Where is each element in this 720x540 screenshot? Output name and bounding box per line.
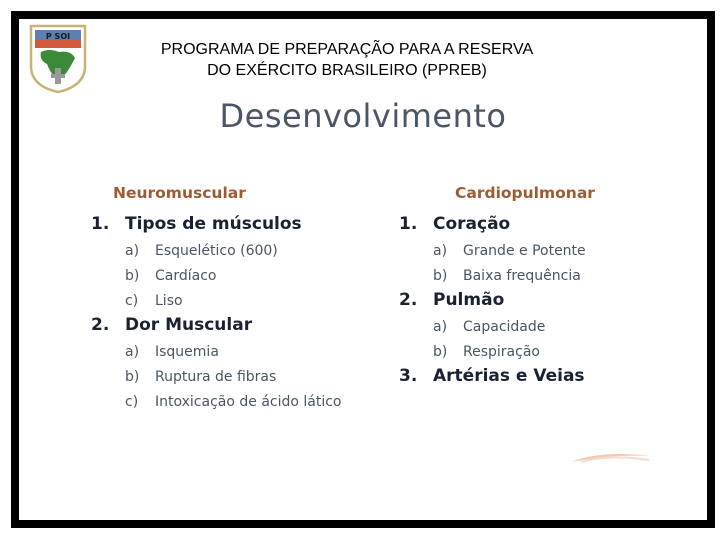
section-item [91,208,381,234]
section-number: 1. [399,214,418,234]
sub-item-text: Cardíaco [155,268,217,284]
column-heading: Neuromuscular [113,184,246,202]
sub-item-letter: b) [125,369,140,385]
sub-item-text: Baixa frequência [463,268,581,284]
sub-item-text: Ruptura de fibras [155,369,277,385]
section-item [399,208,699,234]
sub-item-letter: a) [433,243,448,259]
sub-item [91,360,381,385]
sub-item-letter: a) [125,243,140,259]
svg-text:P SOI: P SOI [45,32,71,41]
sub-item [91,284,381,309]
section-label: Coração [433,214,511,234]
sub-item-letter: c) [125,394,139,410]
section-number: 2. [91,315,110,335]
column-neuromuscular [91,184,381,410]
sub-item [91,335,381,360]
section-label: Artérias e Veias [433,366,585,386]
sub-item [399,335,699,360]
sub-item [399,259,699,284]
sub-item-letter: c) [125,293,139,309]
sub-item-text: Grande e Potente [463,243,586,259]
section-item [399,360,699,386]
section-item [399,284,699,310]
decorative-swoosh [571,448,651,464]
sub-item-text: Capacidade [463,319,546,335]
sub-item-letter: b) [125,268,140,284]
sub-item-letter: b) [433,268,448,284]
slide-title: Desenvolvimento [219,97,507,135]
section-number: 3. [399,366,418,386]
section-item [91,309,381,335]
section-label: Pulmão [433,290,505,310]
sub-item [91,385,381,410]
slide-frame [11,11,715,528]
section-label: Tipos de músculos [125,214,302,234]
sub-item [91,234,381,259]
sub-item-text: Intoxicação de ácido lático [155,394,342,410]
section-label: Dor Muscular [125,315,253,335]
sub-item-text: Liso [155,293,183,309]
sub-item-text: Isquemia [155,344,219,360]
sub-item [399,310,699,335]
sub-item-letter: a) [433,319,448,335]
sub-item-text: Respiração [463,344,540,360]
section-number: 1. [91,214,110,234]
section-number: 2. [399,290,418,310]
sub-item-letter: b) [433,344,448,360]
column-heading: Cardiopulmonar [455,184,595,202]
sub-item [399,234,699,259]
header-title-line-2: DO EXÉRCITO BRASILEIRO (PPREB) [207,62,487,79]
sub-item-letter: a) [125,344,140,360]
header-title-line-1: PROGRAMA DE PREPARAÇÃO PARA A RESERVA [160,41,534,58]
sub-item-text: Esquelético (600) [155,243,278,259]
column-cardiopulmonar [399,184,699,386]
sub-item [91,259,381,284]
